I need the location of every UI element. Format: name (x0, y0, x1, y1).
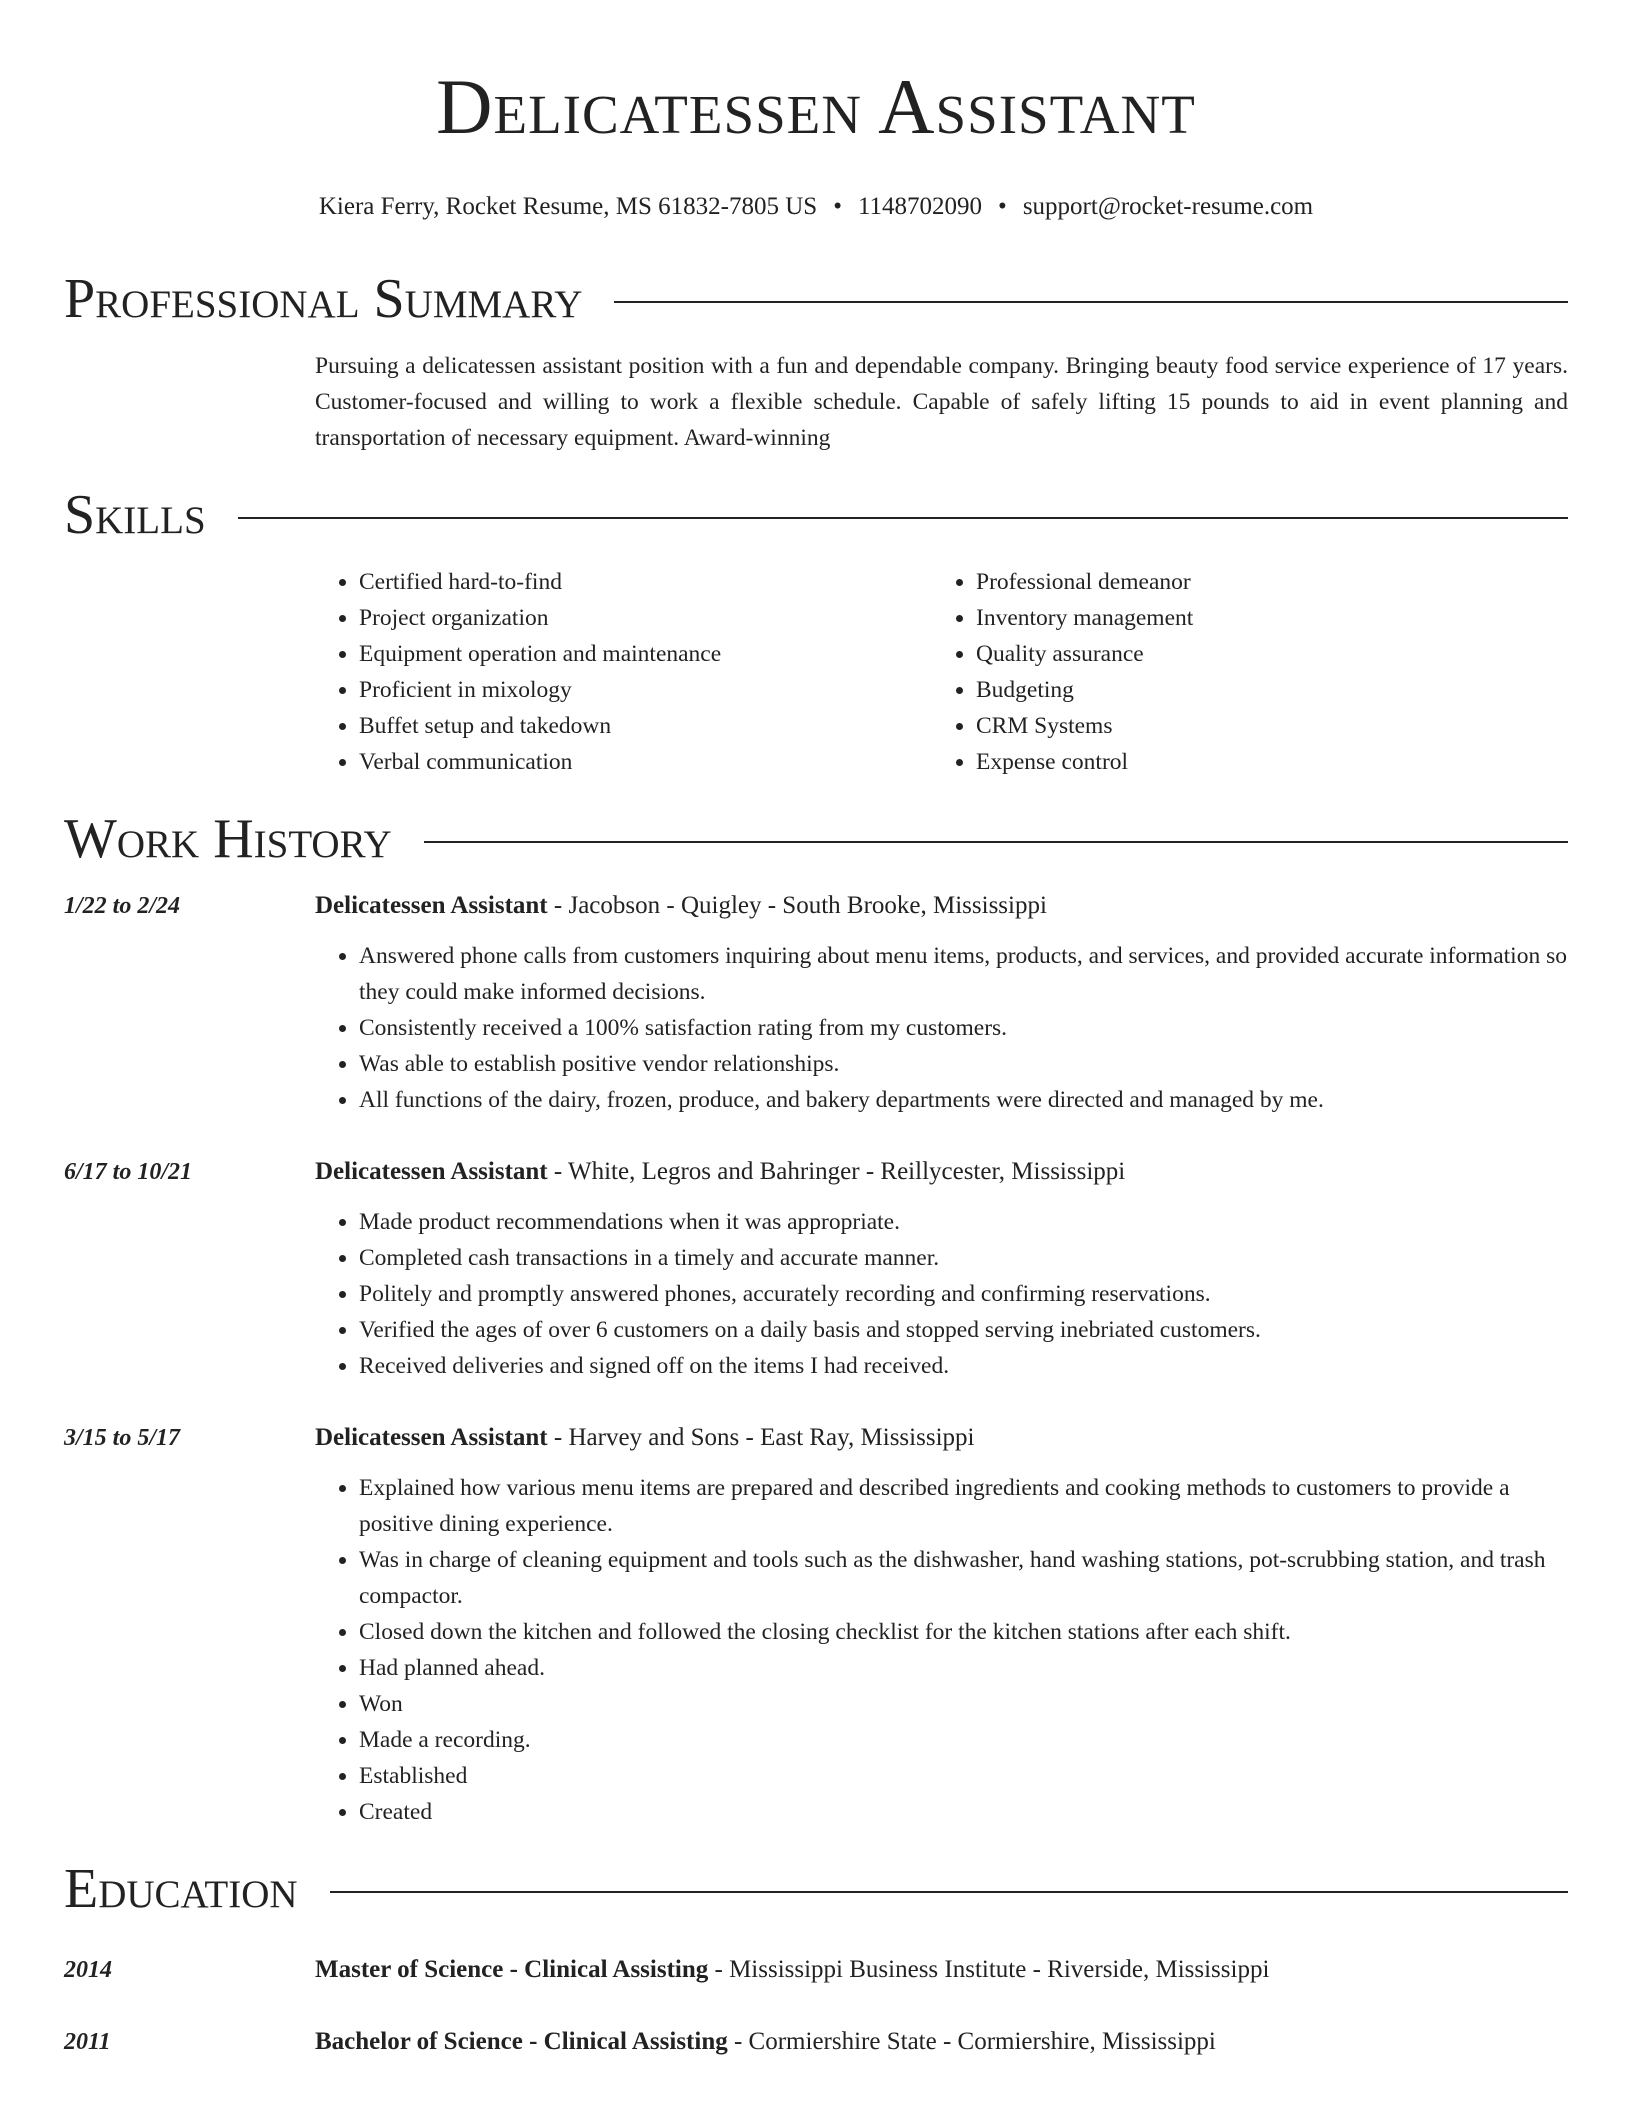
skill-item: • Quality assurance (976, 636, 1549, 672)
job-entry (64, 1418, 1568, 1830)
section-header-work-history (64, 806, 1568, 872)
job-bullet: • Had planned ahead. (359, 1650, 1568, 1686)
job-entry (64, 886, 1568, 1118)
skill-item: • Proficient in mixology (359, 672, 932, 708)
job-bullets (315, 1470, 1568, 1830)
section-title-education: Education (64, 1858, 298, 1920)
job-bullet: • Was able to establish positive vendor relationships. (359, 1046, 1568, 1082)
skill-item: • Certified hard-to-find (359, 564, 932, 600)
job-bullet: • Politely and promptly answered phones, accurately recording and confirming reservations. (359, 1276, 1568, 1312)
skill-item: • Professional demeanor (976, 564, 1549, 600)
summary-body (315, 348, 1568, 456)
job-employer: - White, Legros and Bahringer - Reillycester, Mississippi (547, 1158, 1126, 1185)
resume-page (64, 0, 1568, 2062)
job-bullet: • All functions of the dairy, frozen, produce, and bakery departments were directed and managed by me. (359, 1082, 1568, 1118)
job-bullets (315, 938, 1568, 1118)
education-school: - Mississippi Business Institute - Riverside, Mississippi (708, 1956, 1270, 1983)
job-bullet: • Consistently received a 100% satisfaction rating from my customers. (359, 1010, 1568, 1046)
section-header-summary (64, 266, 1568, 332)
education-degree: Master of Science - Clinical Assisting (315, 1956, 709, 1983)
summary-text: Pursuing a delicatessen assistant position with a fun and dependable company. Bringing beauty food service experience of 17 years. Customer-focused and willing to work a flexible schedule. Capable of safely lifting 15 pounds to aid in event planning and transportation of necessary equipment. Award-winning (315, 353, 1568, 451)
skill-item: • Project organization (359, 600, 932, 636)
job-bullet: • Won (359, 1686, 1568, 1722)
education-degree: Bachelor of Science - Clinical Assisting (315, 2028, 728, 2055)
education-year: 2011 (64, 2029, 111, 2055)
job-entry (64, 1152, 1568, 1384)
job-bullet: • Made product recommendations when it was appropriate. (359, 1204, 1568, 1240)
job-details (315, 1418, 1568, 1830)
section-divider (424, 841, 1568, 843)
education-entry (64, 2022, 1568, 2062)
job-bullets (315, 1204, 1568, 1384)
job-dates: 3/15 to 5/17 (64, 1425, 181, 1451)
job-bullet: • Created (359, 1794, 1568, 1830)
contact-separator: • (833, 193, 842, 220)
section-title-summary: Professional Summary (64, 268, 583, 330)
job-title: Delicatessen Assistant (315, 1158, 548, 1185)
education-school: - Cormiershire State - Cormiershire, Mississippi (727, 2028, 1216, 2055)
education-entry (64, 1950, 1568, 1990)
job-bullet: • Established (359, 1758, 1568, 1794)
job-bullet: • Explained how various menu items are prepared and described ingredients and cooking methods to customers to provide a positive dining experience. (359, 1470, 1568, 1542)
contact-address: Kiera Ferry, Rocket Resume, MS 61832-7805 US (318, 193, 818, 220)
job-heading (315, 886, 1568, 926)
skills-grid (315, 564, 1568, 780)
job-title: Delicatessen Assistant (315, 892, 548, 919)
section-header-education (64, 1856, 1568, 1922)
section-divider (614, 301, 1568, 303)
skills-column-left (315, 564, 932, 780)
section-title-skills: Skills (64, 484, 206, 546)
section-divider (238, 517, 1568, 519)
job-bullet: • Answered phone calls from customers inquiring about menu items, products, and services, and provided accurate information so they could make informed decisions. (359, 938, 1568, 1010)
job-employer: - Harvey and Sons - East Ray, Mississippi (547, 1424, 975, 1451)
section-header-skills (64, 482, 1568, 548)
skill-item: • Equipment operation and maintenance (359, 636, 932, 672)
resume-title: Delicatessen Assistant (436, 63, 1196, 150)
job-heading (315, 1152, 1568, 1192)
contact-separator: • (998, 193, 1007, 220)
job-heading (315, 1418, 1568, 1458)
skill-item: • Verbal communication (359, 744, 932, 780)
job-bullet: • Completed cash transactions in a timely and accurate manner. (359, 1240, 1568, 1276)
skill-item: • Inventory management (976, 600, 1549, 636)
contact-email: support@rocket-resume.com (1022, 193, 1314, 220)
education-year: 2014 (64, 1957, 112, 1983)
job-dates: 6/17 to 10/21 (64, 1159, 193, 1185)
section-divider (330, 1891, 1568, 1893)
job-bullet: • Was in charge of cleaning equipment and tools such as the dishwasher, hand washing stations, pot-scrubbing station, and trash compactor. (359, 1542, 1568, 1614)
skill-item: • CRM Systems (976, 708, 1549, 744)
job-details (315, 1152, 1568, 1384)
job-title: Delicatessen Assistant (315, 1424, 548, 1451)
job-bullet: • Made a recording. (359, 1722, 1568, 1758)
education-heading (315, 1950, 1269, 1990)
education-heading (315, 2022, 1216, 2062)
job-dates: 1/22 to 2/24 (64, 893, 181, 919)
job-employer: - Jacobson - Quigley - South Brooke, Mississippi (547, 892, 1047, 919)
job-bullet: • Received deliveries and signed off on the items I had received. (359, 1348, 1568, 1384)
contact-line (64, 190, 1568, 224)
section-title-work-history: Work History (64, 808, 392, 870)
skills-column-right (932, 564, 1549, 780)
job-bullet: • Verified the ages of over 6 customers on a daily basis and stopped serving inebriated customers. (359, 1312, 1568, 1348)
job-bullet: • Closed down the kitchen and followed the closing checklist for the kitchen stations after each shift. (359, 1614, 1568, 1650)
skill-item: • Expense control (976, 744, 1549, 780)
contact-phone: 1148702090 (857, 193, 983, 220)
skill-item: • Buffet setup and takedown (359, 708, 932, 744)
skill-item: • Budgeting (976, 672, 1549, 708)
job-details (315, 886, 1568, 1118)
